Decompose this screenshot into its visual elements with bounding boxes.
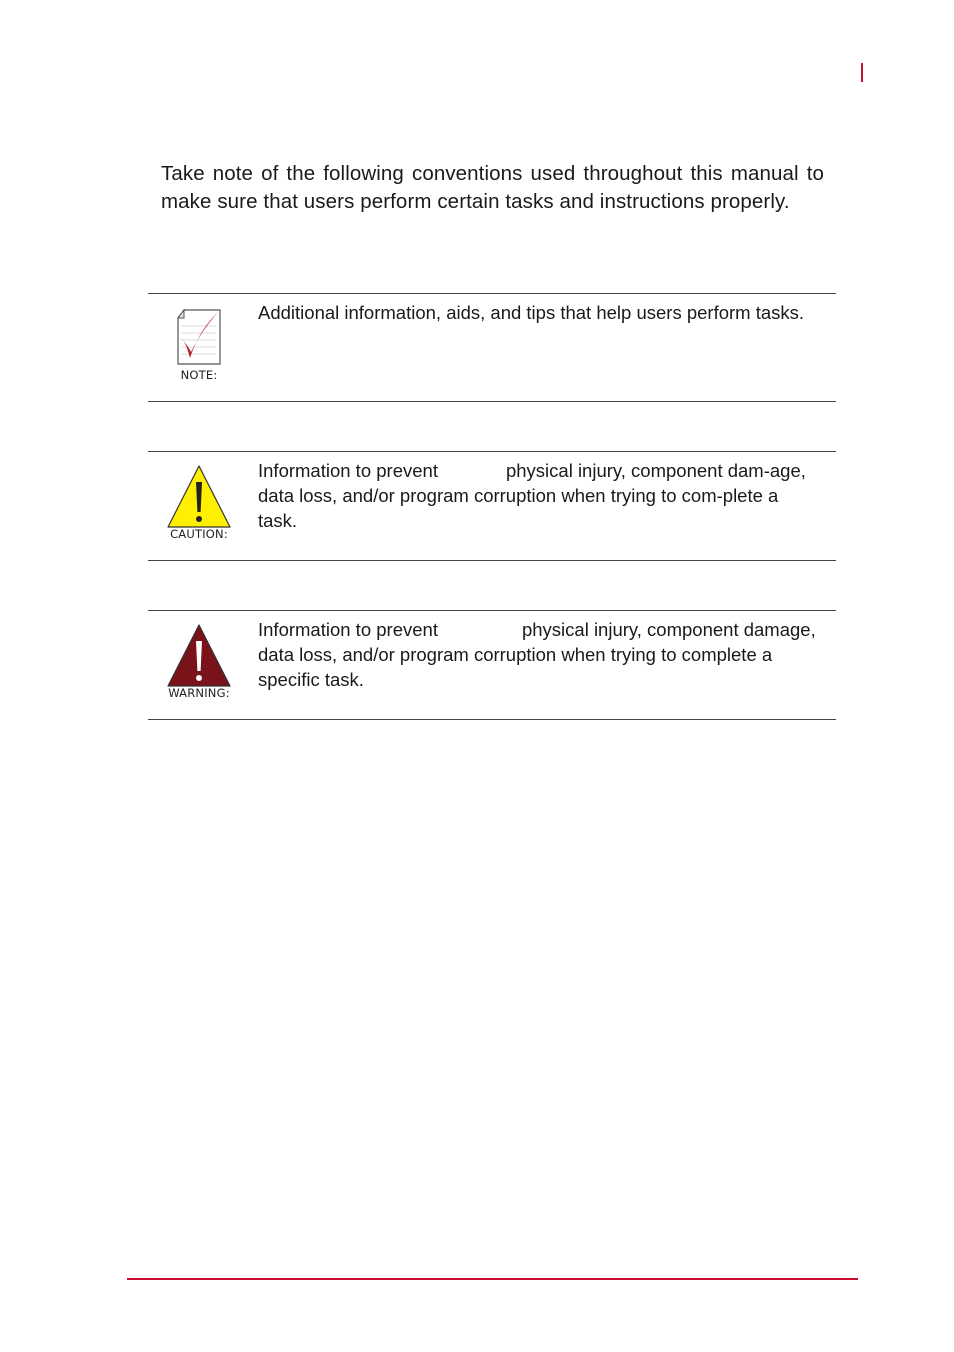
footer-rule	[127, 1278, 858, 1280]
caution-text-lead: Information to prevent	[258, 460, 438, 481]
caution-label: CAUTION:	[170, 527, 228, 541]
note-label: NOTE:	[180, 368, 218, 382]
warning-label: WARNING:	[168, 686, 230, 700]
warning-text-rest: physical injury, component damage, data loss, and/or program corruption when trying to complete a specific task.	[258, 619, 816, 690]
caution-triangle-icon	[167, 464, 231, 528]
warning-icon-cell	[148, 611, 252, 719]
note-icon-cell	[148, 294, 252, 401]
conventions-intro: Take note of the following conventions used throughout this manual to make sure that users perform certain tasks and instructions properly.	[161, 162, 824, 213]
warning-triangle-icon	[167, 623, 231, 687]
warning-block	[148, 610, 836, 720]
caution-icon-cell	[148, 452, 252, 560]
page-marker	[861, 63, 863, 82]
caution-block	[148, 451, 836, 561]
caution-text	[258, 458, 820, 533]
warning-text	[258, 617, 820, 692]
checkmark-note-icon	[174, 306, 224, 366]
warning-text-lead: Information to prevent	[258, 619, 438, 640]
caution-text-rest: physical injury, component dam-age, data loss, and/or program corruption when trying to com-plete a task.	[258, 460, 806, 531]
note-block	[148, 293, 836, 402]
note-text: Additional information, aids, and tips that help users perform tasks.	[258, 302, 805, 323]
